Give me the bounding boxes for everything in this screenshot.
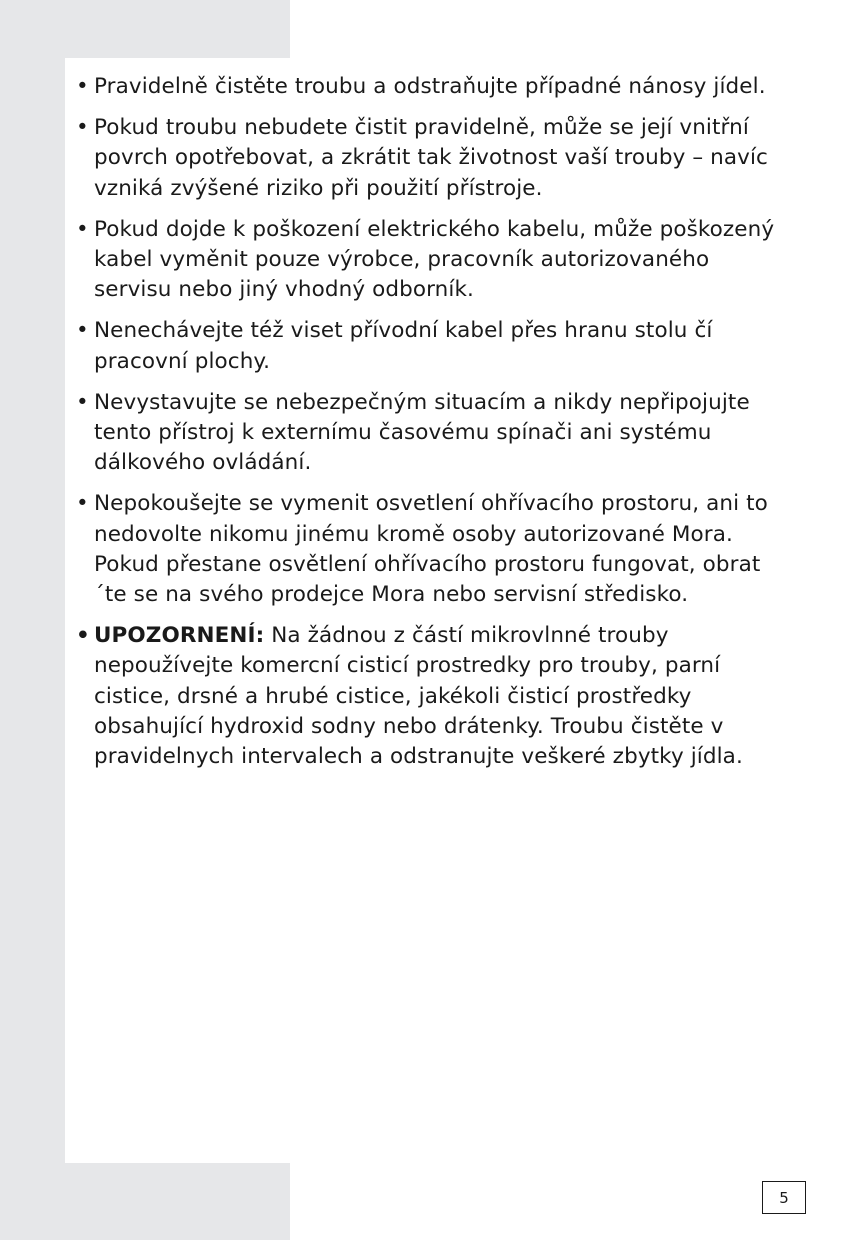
- instruction-text: Pravidelně čistěte troubu a odstraňujte případné nánosy jídel.: [94, 74, 766, 99]
- instruction-list: [76, 72, 786, 783]
- warning-text: Na žádnou z částí mikrovlnné trouby nepoužívejte komercní cisticí prostredky pro trouby, parní cistice, drsné a hrubé cistice, jakékoli čisticí prostředky obsahující hydroxid sodny nebo drátenky. Troubu čistěte v pravidelnych intervalech a odstranujte veškeré zbytky jídla.: [94, 623, 743, 770]
- instruction-text: Nevystavujte se nebezpečným situacím a nikdy nepřipojujte tento přístroj k externímu časovému spínači ani systému dálkového ovládání.: [94, 389, 750, 476]
- instruction-text: Nepokoušejte se vymenit osvetlení ohřívacího prostoru, ani to nedovolte nikomu jinému kromě osoby autorizované Mora. Pokud přestane osvětlení ohřívacího prostoru fungovat, obrat´te se na svého prodejce Mora nebo servisní středisko.: [94, 491, 768, 608]
- page-number: 5: [762, 1181, 806, 1214]
- bullet-icon: •: [76, 491, 89, 517]
- bullet-icon: •: [76, 216, 89, 242]
- list-item: [76, 489, 786, 610]
- warning-item: [76, 621, 786, 772]
- list-item: [76, 215, 786, 306]
- instruction-text: Nenechávejte též viset přívodní kabel přes hranu stolu čí pracovní plochy.: [94, 318, 713, 374]
- list-item: [76, 113, 786, 204]
- list-item: [76, 388, 786, 479]
- warning-label: UPOZORNENÍ:: [94, 623, 265, 649]
- bullet-icon: •: [76, 115, 89, 141]
- instruction-text: Pokud troubu nebudete čistit pravidelně, může se její vnitřní povrch opotřebovat, a zkrátit tak životnost vaší trouby – navíc vzniká zvýšené riziko při použití přístroje.: [94, 115, 768, 201]
- bullet-icon: •: [76, 74, 89, 99]
- instruction-text: Pokud dojde k poškození elektrického kabelu, může poškozený kabel vyměnit pouze výrobce, pracovník autorizovaného servisu nebo jiný vhodný odborník.: [94, 216, 775, 303]
- bullet-icon: •: [76, 318, 89, 344]
- list-item: [76, 72, 786, 102]
- bullet-icon: •: [76, 389, 89, 415]
- list-item: [76, 316, 786, 376]
- bullet-icon: •: [76, 623, 90, 649]
